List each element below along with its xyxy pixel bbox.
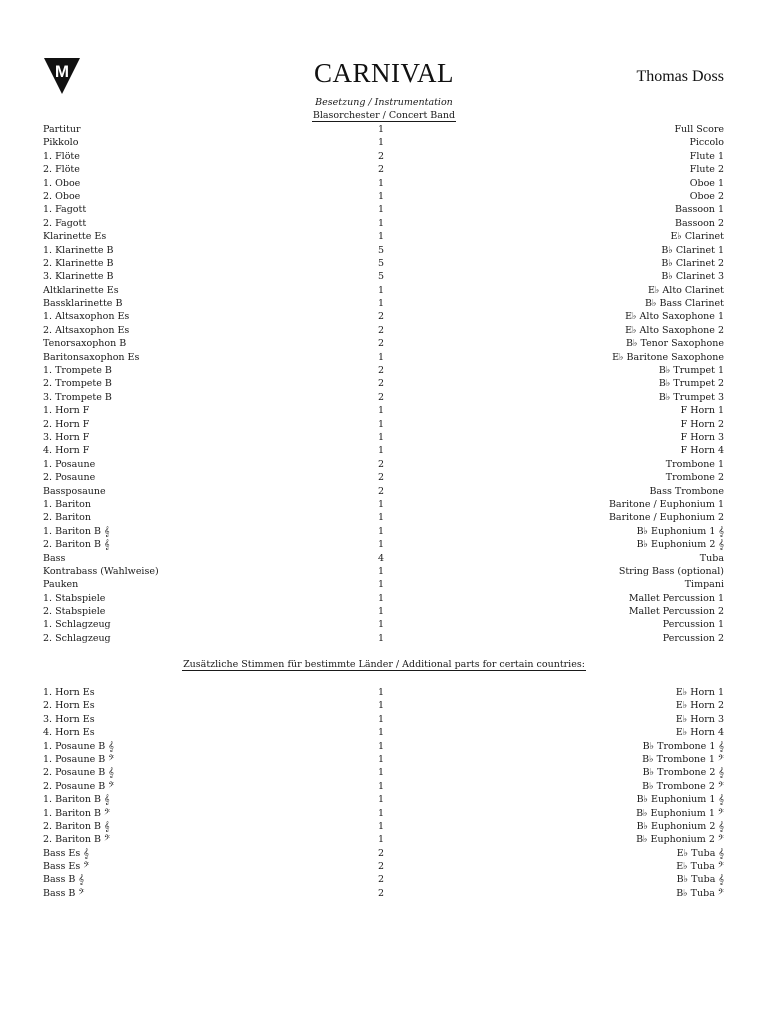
part-quantity: 1 xyxy=(377,780,385,792)
part-row xyxy=(43,766,724,779)
part-name-german: 3. Trompete B xyxy=(43,391,112,403)
part-quantity: 1 xyxy=(377,405,385,417)
part-name-english: Trombone 1 xyxy=(665,458,724,470)
part-quantity: 2 xyxy=(377,391,385,403)
part-name-german: 1. Klarinette B xyxy=(43,244,114,256)
part-quantity: 2 xyxy=(377,485,385,497)
part-row xyxy=(43,458,724,471)
part-row xyxy=(43,793,724,806)
part-name-english: B♭ Trumpet 1 xyxy=(658,365,724,377)
part-name-german: Pauken xyxy=(43,579,79,591)
part-quantity: 2 xyxy=(377,378,385,390)
part-quantity: 2 xyxy=(377,458,385,470)
part-name-german: 1. Flöte xyxy=(43,150,80,162)
part-row xyxy=(43,592,724,605)
part-name-english: B♭ Bass Clarinet xyxy=(644,298,724,310)
part-quantity: 1 xyxy=(377,606,385,618)
part-name-german: 1. Bariton B 𝄢 xyxy=(43,807,111,819)
part-name-english: B♭ Clarinet 2 xyxy=(661,257,724,269)
instrumentation-subtitle: Besetzung / Instrumentation xyxy=(315,97,453,108)
part-name-german: 1. Oboe xyxy=(43,177,81,189)
part-name-english: B♭ Tenor Saxophone xyxy=(625,338,724,350)
part-row xyxy=(43,337,724,350)
part-name-english: E♭ Horn 2 xyxy=(675,700,724,712)
part-name-english: E♭ Alto Clarinet xyxy=(648,284,724,296)
part-row xyxy=(43,297,724,310)
part-quantity: 1 xyxy=(377,579,385,591)
part-row xyxy=(43,618,724,631)
part-name-german: 2. Horn Es xyxy=(43,700,95,712)
part-row xyxy=(43,310,724,323)
part-row xyxy=(43,177,724,190)
part-name-german: Kontrabass (Wahlweise) xyxy=(43,565,159,577)
part-name-german: 2. Stabspiele xyxy=(43,606,106,618)
part-row xyxy=(43,699,724,712)
part-name-english: E♭ Horn 1 xyxy=(675,687,724,698)
part-quantity: 1 xyxy=(377,298,385,310)
part-name-english: Bassoon 1 xyxy=(674,204,724,216)
part-row xyxy=(43,726,724,739)
part-name-english: Oboe 2 xyxy=(689,190,724,202)
part-name-english: E♭ Clarinet xyxy=(670,231,724,243)
part-name-german: 2. Bariton B 𝄢 xyxy=(43,834,111,846)
part-name-english: Percussion 1 xyxy=(662,619,724,631)
part-name-english: E♭ Alto Saxophone 1 xyxy=(625,311,724,323)
part-row xyxy=(43,605,724,618)
part-name-english: Mallet Percussion 1 xyxy=(628,592,724,604)
part-name-german: 2. Posaune B 𝄢 xyxy=(43,780,115,792)
part-quantity: 1 xyxy=(377,539,385,551)
part-quantity: 1 xyxy=(377,565,385,577)
part-name-german: 2. Altsaxophon Es xyxy=(43,324,130,336)
part-row xyxy=(43,203,724,216)
part-name-english: F Horn 1 xyxy=(680,405,724,417)
additional-parts-heading-text: Zusätzliche Stimmen für bestimmte Länder / Additional parts for certain countries: xyxy=(183,659,585,670)
part-name-english: B♭ Euphonium 1 𝄢 xyxy=(636,807,724,819)
part-name-english: E♭ Horn 3 xyxy=(675,713,724,725)
part-row xyxy=(43,887,724,900)
part-name-english: B♭ Clarinet 1 xyxy=(661,244,724,256)
part-row xyxy=(43,485,724,498)
part-quantity: 1 xyxy=(377,740,385,752)
part-row xyxy=(43,431,724,444)
part-row xyxy=(43,418,724,431)
part-name-german: Bassklarinette B xyxy=(43,298,123,310)
part-row xyxy=(43,150,724,163)
part-row xyxy=(43,833,724,846)
part-quantity: 2 xyxy=(377,847,385,859)
part-row xyxy=(43,351,724,364)
part-name-english: Piccolo xyxy=(689,137,724,149)
part-name-german: 4. Horn Es xyxy=(43,727,95,739)
part-row xyxy=(43,873,724,886)
part-row xyxy=(43,860,724,873)
part-name-english: E♭ Alto Saxophone 2 xyxy=(625,324,724,336)
part-row xyxy=(43,847,724,860)
part-name-german: Bass xyxy=(43,552,66,564)
part-name-german: Klarinette Es xyxy=(43,231,107,243)
part-name-german: Bass Es 𝄞 xyxy=(43,847,89,859)
part-quantity: 2 xyxy=(377,472,385,484)
part-quantity: 4 xyxy=(377,552,385,564)
part-name-german: Pikkolo xyxy=(43,137,79,149)
part-name-german: 1. Trompete B xyxy=(43,365,112,377)
part-quantity: 5 xyxy=(377,257,385,269)
part-quantity: 2 xyxy=(377,861,385,873)
part-quantity: 1 xyxy=(377,632,385,644)
part-row xyxy=(43,578,724,591)
part-quantity: 1 xyxy=(377,431,385,443)
part-row xyxy=(43,377,724,390)
part-row xyxy=(43,391,724,404)
part-name-english: B♭ Trumpet 3 xyxy=(658,391,724,403)
part-name-english: E♭ Horn 4 xyxy=(675,727,724,739)
part-name-english: Full Score xyxy=(674,124,724,135)
part-name-german: 3. Horn Es xyxy=(43,713,95,725)
part-name-german: 1. Altsaxophon Es xyxy=(43,311,130,323)
part-name-german: 1. Horn Es xyxy=(43,687,95,698)
part-name-german: 1. Bariton B 𝄞 xyxy=(43,794,110,806)
part-quantity: 1 xyxy=(377,418,385,430)
part-quantity: 1 xyxy=(377,351,385,363)
part-name-english: B♭ Trombone 2 𝄞 xyxy=(642,767,724,779)
part-quantity: 1 xyxy=(377,753,385,765)
part-quantity: 1 xyxy=(377,700,385,712)
ensemble-subtitle-text: Blasorchester / Concert Band xyxy=(312,110,456,121)
part-name-german: 2. Posaune xyxy=(43,472,96,484)
part-quantity: 2 xyxy=(377,887,385,899)
part-name-english: B♭ Trombone 2 𝄢 xyxy=(642,780,724,792)
part-row xyxy=(43,525,724,538)
part-name-german: 2. Schlagzeug xyxy=(43,632,111,644)
page-title: CARNIVAL xyxy=(313,58,454,88)
part-row xyxy=(43,740,724,753)
part-name-german: 2. Posaune B 𝄞 xyxy=(43,767,114,779)
part-quantity: 1 xyxy=(377,284,385,296)
part-name-english: F Horn 2 xyxy=(680,418,724,430)
part-name-english: Mallet Percussion 2 xyxy=(628,606,724,618)
part-name-english: Trombone 2 xyxy=(665,472,724,484)
part-name-english: Timpani xyxy=(684,579,724,591)
part-name-english: B♭ Euphonium 2 𝄞 xyxy=(636,820,724,832)
part-quantity: 1 xyxy=(377,231,385,243)
part-name-english: F Horn 4 xyxy=(680,445,724,457)
part-name-english: String Bass (optional) xyxy=(618,565,724,577)
part-name-german: 1. Posaune B 𝄢 xyxy=(43,753,115,765)
parts-list xyxy=(43,123,724,645)
part-name-german: 1. Bariton B 𝄞 xyxy=(43,525,110,537)
part-quantity: 1 xyxy=(377,834,385,846)
part-name-english: F Horn 3 xyxy=(680,431,724,443)
part-quantity: 1 xyxy=(377,820,385,832)
part-row xyxy=(43,552,724,565)
part-quantity: 1 xyxy=(377,190,385,202)
part-quantity: 1 xyxy=(377,713,385,725)
part-row xyxy=(43,217,724,230)
part-name-english: Baritone / Euphonium 2 xyxy=(608,512,724,524)
part-quantity: 1 xyxy=(377,498,385,510)
part-row xyxy=(43,123,724,136)
part-row xyxy=(43,324,724,337)
part-name-german: 1. Fagott xyxy=(43,204,87,216)
additional-parts-list xyxy=(43,686,724,900)
part-row xyxy=(43,686,724,699)
part-quantity: 2 xyxy=(377,338,385,350)
part-row xyxy=(43,538,724,551)
part-quantity: 1 xyxy=(377,137,385,149)
part-name-german: 1. Schlagzeug xyxy=(43,619,111,631)
part-row xyxy=(43,270,724,283)
part-name-english: B♭ Clarinet 3 xyxy=(661,271,724,283)
part-name-english: Flute 1 xyxy=(689,150,724,162)
part-quantity: 1 xyxy=(377,177,385,189)
part-name-german: 2. Fagott xyxy=(43,217,87,229)
ensemble-subtitle xyxy=(0,110,768,121)
part-name-german: 1. Stabspiele xyxy=(43,592,106,604)
part-name-german: Tenorsaxophon B xyxy=(43,338,127,350)
part-row xyxy=(43,471,724,484)
part-name-german: Altklarinette Es xyxy=(43,284,119,296)
part-name-german: 2. Bariton B 𝄞 xyxy=(43,820,110,832)
part-name-english: E♭ Tuba 𝄢 xyxy=(676,861,724,873)
part-quantity: 1 xyxy=(377,619,385,631)
part-name-english: E♭ Tuba 𝄞 xyxy=(676,847,724,859)
part-name-german: Partitur xyxy=(43,124,81,135)
part-quantity: 2 xyxy=(377,324,385,336)
part-name-german: Bass B 𝄢 xyxy=(43,887,85,899)
part-quantity: 1 xyxy=(377,124,385,135)
part-name-german: 3. Horn F xyxy=(43,431,90,443)
part-quantity: 2 xyxy=(377,311,385,323)
part-row xyxy=(43,498,724,511)
part-name-english: B♭ Trombone 1 𝄢 xyxy=(642,753,724,765)
part-quantity: 1 xyxy=(377,592,385,604)
part-name-english: Bass Trombone xyxy=(649,485,724,497)
part-row xyxy=(43,163,724,176)
part-row xyxy=(43,444,724,457)
part-row xyxy=(43,511,724,524)
part-row xyxy=(43,190,724,203)
part-quantity: 1 xyxy=(377,525,385,537)
part-quantity: 1 xyxy=(377,687,385,698)
svg-text:M: M xyxy=(54,62,70,81)
part-row xyxy=(43,136,724,149)
part-name-english: B♭ Euphonium 2 𝄞 xyxy=(636,539,724,551)
part-name-german: 4. Horn F xyxy=(43,445,90,457)
part-name-german: Bass Es 𝄢 xyxy=(43,861,90,873)
part-quantity: 2 xyxy=(377,164,385,176)
part-name-english: Percussion 2 xyxy=(662,632,724,644)
part-quantity: 1 xyxy=(377,512,385,524)
part-name-german: 2. Flöte xyxy=(43,164,80,176)
part-name-german: Bass B 𝄞 xyxy=(43,874,85,886)
part-name-german: 2. Bariton xyxy=(43,512,91,524)
part-row xyxy=(43,713,724,726)
part-name-german: 2. Bariton B 𝄞 xyxy=(43,539,110,551)
part-name-german: 2. Oboe xyxy=(43,190,81,202)
part-name-german: 1. Posaune xyxy=(43,458,96,470)
part-name-german: 1. Bariton xyxy=(43,498,91,510)
part-row xyxy=(43,632,724,645)
part-row xyxy=(43,753,724,766)
part-name-english: Flute 2 xyxy=(689,164,724,176)
part-row xyxy=(43,284,724,297)
part-quantity: 1 xyxy=(377,217,385,229)
part-name-english: B♭ Tuba 𝄞 xyxy=(676,874,724,886)
composer-name: Thomas Doss xyxy=(636,68,724,85)
part-quantity: 5 xyxy=(377,244,385,256)
part-quantity: 1 xyxy=(377,794,385,806)
part-name-english: Bassoon 2 xyxy=(674,217,724,229)
part-row xyxy=(43,364,724,377)
part-quantity: 2 xyxy=(377,365,385,377)
part-quantity: 2 xyxy=(377,150,385,162)
part-row xyxy=(43,230,724,243)
part-name-english: Oboe 1 xyxy=(689,177,724,189)
part-name-english: B♭ Trumpet 2 xyxy=(658,378,724,390)
part-row xyxy=(43,257,724,270)
part-name-english: Tuba xyxy=(699,552,724,564)
additional-parts-heading xyxy=(0,659,768,670)
part-name-german: 2. Horn F xyxy=(43,418,90,430)
part-quantity: 1 xyxy=(377,807,385,819)
part-name-english: B♭ Tuba 𝄢 xyxy=(676,887,724,899)
part-name-german: Bassposaune xyxy=(43,485,106,497)
part-name-english: B♭ Euphonium 1 𝄞 xyxy=(636,525,724,537)
part-name-english: B♭ Trombone 1 𝄞 xyxy=(642,740,724,752)
part-row xyxy=(43,807,724,820)
part-name-german: 2. Klarinette B xyxy=(43,257,114,269)
part-name-english: B♭ Euphonium 2 𝄢 xyxy=(636,834,724,846)
part-name-german: 1. Posaune B 𝄞 xyxy=(43,740,114,752)
part-name-english: B♭ Euphonium 1 𝄞 xyxy=(636,794,724,806)
part-row xyxy=(43,404,724,417)
part-name-german: 1. Horn F xyxy=(43,405,90,417)
part-row xyxy=(43,780,724,793)
part-row xyxy=(43,244,724,257)
part-name-german: 3. Klarinette B xyxy=(43,271,114,283)
part-name-german: 2. Trompete B xyxy=(43,378,112,390)
part-name-german: Baritonsaxophon Es xyxy=(43,351,140,363)
part-quantity: 1 xyxy=(377,727,385,739)
part-name-english: Baritone / Euphonium 1 xyxy=(608,498,724,510)
part-name-english: E♭ Baritone Saxophone xyxy=(612,351,724,363)
part-row xyxy=(43,820,724,833)
part-quantity: 1 xyxy=(377,445,385,457)
part-quantity: 1 xyxy=(377,767,385,779)
part-quantity: 5 xyxy=(377,271,385,283)
part-quantity: 2 xyxy=(377,874,385,886)
part-quantity: 1 xyxy=(377,204,385,216)
part-row xyxy=(43,565,724,578)
